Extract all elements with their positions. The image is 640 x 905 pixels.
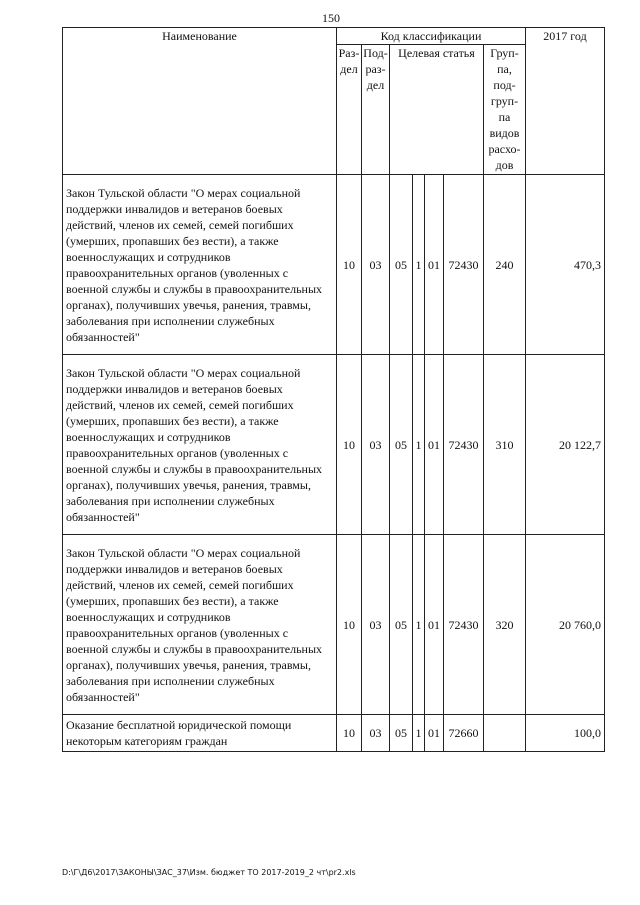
row-target-3: 01	[425, 355, 444, 535]
row-razdel: 10	[337, 535, 362, 715]
row-target-4: 72430	[444, 175, 484, 355]
row-amount: 100,0	[526, 715, 605, 752]
row-vid: 320	[484, 535, 526, 715]
row-name: Закон Тульской области "О мерах социальной поддержки инвалидов и ветеранов боевых действий, членов их семей, семей погибших (умерших, пропавших без вести), а также военнослужащих и сотрудников правоохранительных органов (уволенных с военной службы и службы в правоохранительных органах), получивших увечья, ранения, травмы, заболевания при исполнении служебных обязанностей"	[63, 175, 337, 355]
row-target-1: 05	[390, 355, 413, 535]
row-podrazdel: 03	[362, 715, 390, 752]
row-vid	[484, 715, 526, 752]
table-row	[63, 355, 605, 535]
row-target-4: 72660	[444, 715, 484, 752]
header-vid: Груп- па, под- груп- па видов расхо- дов	[484, 45, 526, 175]
row-razdel: 10	[337, 175, 362, 355]
row-razdel: 10	[337, 715, 362, 752]
header-row-1	[63, 28, 605, 45]
header-podrazdel: Под- раз- дел	[362, 45, 390, 175]
table-row	[63, 535, 605, 715]
row-name: Закон Тульской области "О мерах социальной поддержки инвалидов и ветеранов боевых действий, членов их семей, семей погибших (умерших, пропавших без вести), а также военнослужащих и сотрудников правоохранительных органов (уволенных с военной службы и службы в правоохранительных органах), получивших увечья, ранения, травмы, заболевания при исполнении служебных обязанностей"	[63, 535, 337, 715]
row-target-1: 05	[390, 175, 413, 355]
header-year: 2017 год	[526, 28, 605, 175]
row-target-3: 01	[425, 535, 444, 715]
row-target-3: 01	[425, 715, 444, 752]
row-name: Закон Тульской области "О мерах социальной поддержки инвалидов и ветеранов боевых действий, членов их семей, семей погибших (умерших, пропавших без вести), а также военнослужащих и сотрудников правоохранительных органов (уволенных с военной службы и службы в правоохранительных органах), получивших увечья, ранения, травмы, заболевания при исполнении служебных обязанностей"	[63, 355, 337, 535]
row-podrazdel: 03	[362, 175, 390, 355]
table-row	[63, 715, 605, 752]
row-podrazdel: 03	[362, 535, 390, 715]
header-razdel: Раз- дел	[337, 45, 362, 175]
row-amount: 20 122,7	[526, 355, 605, 535]
row-razdel: 10	[337, 355, 362, 535]
row-target-1: 05	[390, 535, 413, 715]
row-target-2: 1	[413, 175, 425, 355]
file-path-footer: D:\Г\Д6\2017\ЗАКОНЫ\ЗАС_37\Изм. бюджет ТО 2017-2019_2 чт\pr2.xls	[62, 868, 356, 877]
row-target-2: 1	[413, 715, 425, 752]
table-row	[63, 175, 605, 355]
row-target-2: 1	[413, 535, 425, 715]
budget-table	[62, 27, 605, 752]
header-code-group: Код классификации	[337, 28, 526, 45]
page-number: 150	[322, 11, 340, 25]
row-amount: 470,3	[526, 175, 605, 355]
row-name: Оказание бесплатной юридической помощи некоторым категориям граждан	[63, 715, 337, 752]
header-target: Целевая статья	[390, 45, 484, 175]
row-vid: 310	[484, 355, 526, 535]
row-target-2: 1	[413, 355, 425, 535]
header-name: Наименование	[63, 28, 337, 175]
row-amount: 20 760,0	[526, 535, 605, 715]
row-podrazdel: 03	[362, 355, 390, 535]
row-target-4: 72430	[444, 535, 484, 715]
row-target-3: 01	[425, 175, 444, 355]
row-target-1: 05	[390, 715, 413, 752]
row-vid: 240	[484, 175, 526, 355]
row-target-4: 72430	[444, 355, 484, 535]
